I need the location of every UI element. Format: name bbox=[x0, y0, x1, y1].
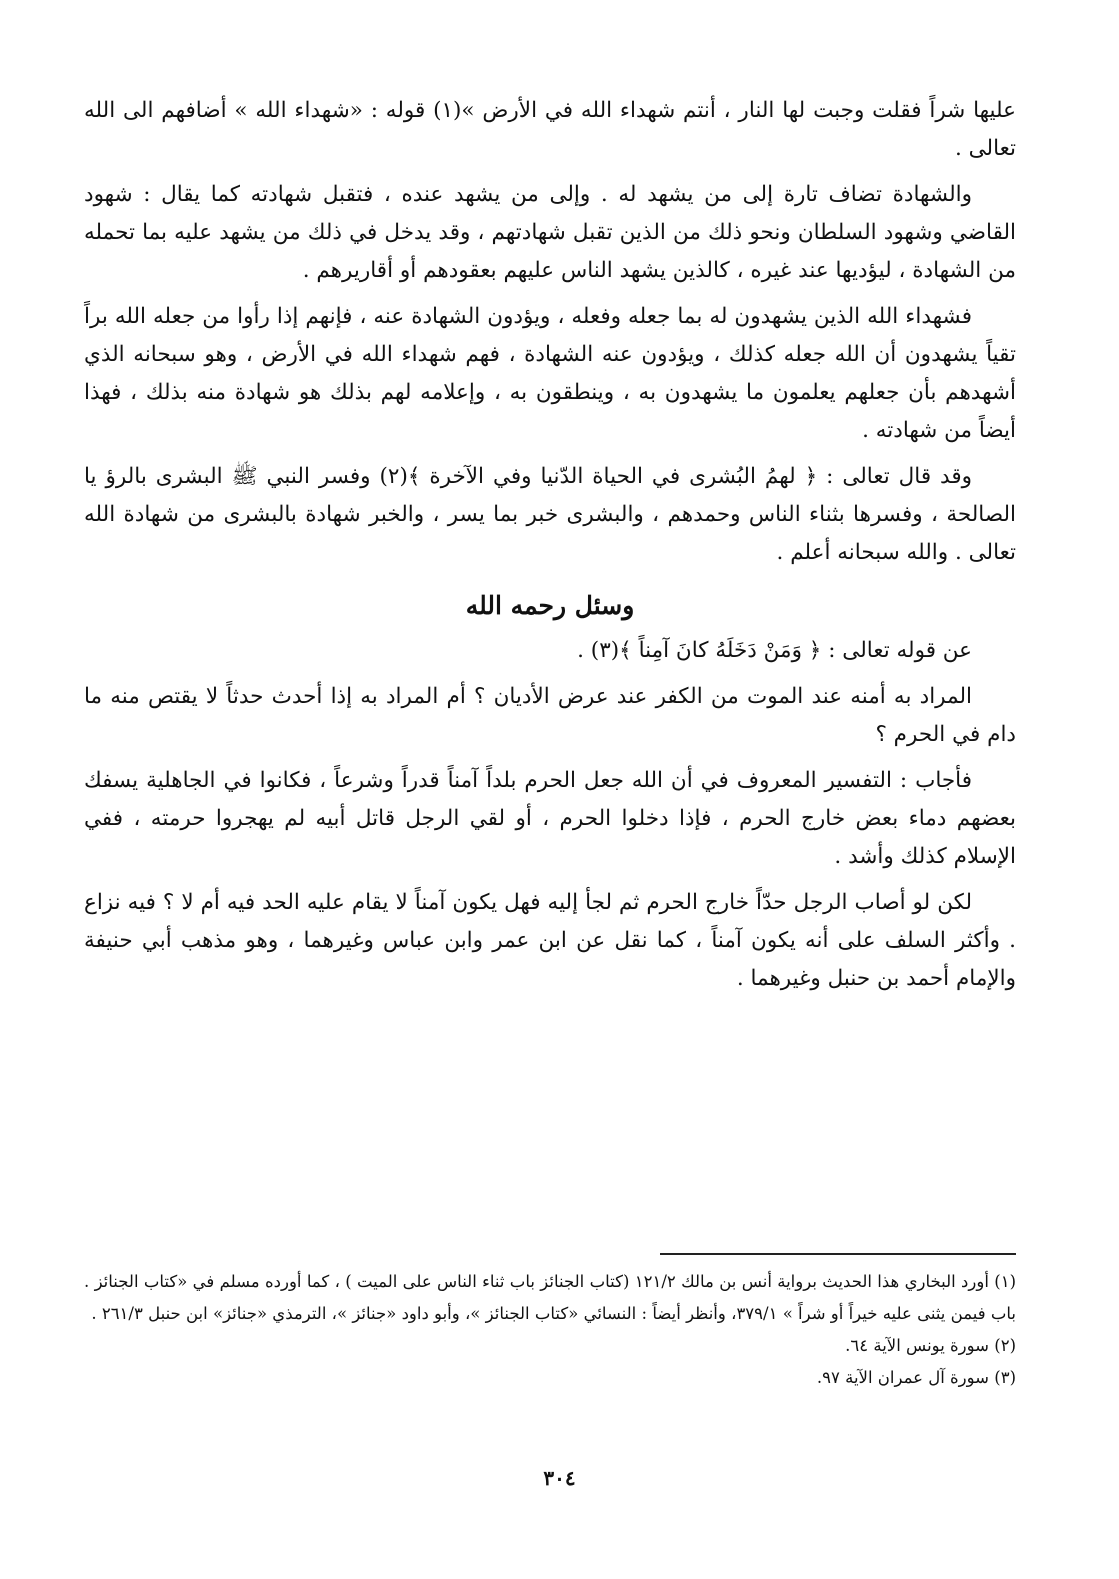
paragraph-6: المراد به أمنه عند الموت من الكفر عند عرض الأديان ؟ أم المراد به إذا أحدث حدثاً لا يقتص منه ما دام في الحرم ؟ bbox=[84, 684, 1016, 747]
paragraph-7: فأجاب : التفسير المعروف في أن الله جعل الحرم بلداً آمناً قدراً وشرعاً ، فكانوا في الجاهلية يسفك بعضهم دماء بعض خارج الحرم ، فإذا دخلوا الحرم ، أو لقي الرجل قاتل أبيه لم يهجروا حرمته ، ففي الإسلام كذلك وأشد . bbox=[84, 768, 1016, 869]
paragraph-1: عليها شراً فقلت وجبت لها النار ، أنتم شهداء الله في الأرض »(١) قوله : «شهداء الله » أضافهم الى الله تعالى . bbox=[84, 98, 1016, 161]
footnote-2: (٢) سورة يونس الآية ٦٤. bbox=[845, 1336, 1016, 1355]
paragraph-5: عن قوله تعالى : ﴿ وَمَنْ دَخَلَهُ كانَ آمِناً ﴾(٣) . bbox=[577, 638, 972, 663]
footnotes bbox=[84, 1266, 1016, 1394]
section-heading: وسئل رحمه الله bbox=[465, 591, 635, 620]
footnote-1: (١) أورد البخاري هذا الحديث برواية أنس بن مالك ١٢١/٢ (كتاب الجنائز باب ثناء الناس على الميت ) ، كما أورده مسلم في «كتاب الجنائز . باب فيمن يثنى عليه خيراً أو شراً » ٣٧٩/١، وأنظر أيضاً : النسائي «كتاب الجنائز »، وأبو داود «جنائز »، الترمذي «جنائز» ابن حنبل ٢٦١/٣ . bbox=[84, 1272, 1016, 1323]
paragraph-2: والشهادة تضاف تارة إلى من يشهد له . وإلى من يشهد عنده ، فتقبل شهادته كما يقال : شهود القاضي وشهود السلطان ونحو ذلك من الذين تقبل شهادتهم ، وقد يدخل في ذلك من يشهد عليه بما تحمله من الشهادة ، ليؤديها عند غيره ، كالذين يشهد الناس عليهم بعقودهم أو أقاريرهم . bbox=[84, 182, 1016, 283]
footnote-3: (٣) سورة آل عمران الآية ٩٧. bbox=[816, 1368, 1016, 1387]
paragraph-3: فشهداء الله الذين يشهدون له بما جعله وفعله ، ويؤدون الشهادة عنه ، فإنهم إذا رأوا من جعله الله براً تقياً يشهدون أن الله جعله كذلك ، ويؤدون عنه الشهادة ، فهم شهداء الله في الأرض ، وهو سبحانه الذي أشهدهم بأن جعلهم يعلمون ما يشهدون به ، وينطقون به ، وإعلامه لهم بذلك هو شهادة منه بذلك ، فهذا أيضاً من شهادته . bbox=[84, 304, 1016, 443]
paragraph-4: وقد قال تعالى : ﴿ لهمُ البُشرى في الحياة الدّنيا وفي الآخرة ﴾(٢) وفسر النبي ﷺ البشرى بالرؤ يا الصالحة ، وفسرها بثناء الناس وحمدهم ، والبشرى خبر بما يسر ، والخبر شهادة بالبشرى من شهادة الله تعالى . والله سبحانه أعلم . bbox=[84, 464, 1016, 565]
page-number: ٣٠٤ bbox=[543, 1466, 576, 1490]
paragraph-8: لكن لو أصاب الرجل حدّاً خارج الحرم ثم لجأ إليه فهل يكون آمناً لا يقام عليه الحد فيه أم لا ؟ فيه نزاع . وأكثر السلف على أنه يكون آمناً ، كما نقل عن ابن عمر وابن عباس وغيرهما ، وهو مذهب أبي حنيفة والإمام أحمد بن حنبل وغيرهما . bbox=[84, 890, 1016, 991]
footnote-divider bbox=[660, 1253, 1016, 1255]
main-text bbox=[84, 92, 1016, 1006]
